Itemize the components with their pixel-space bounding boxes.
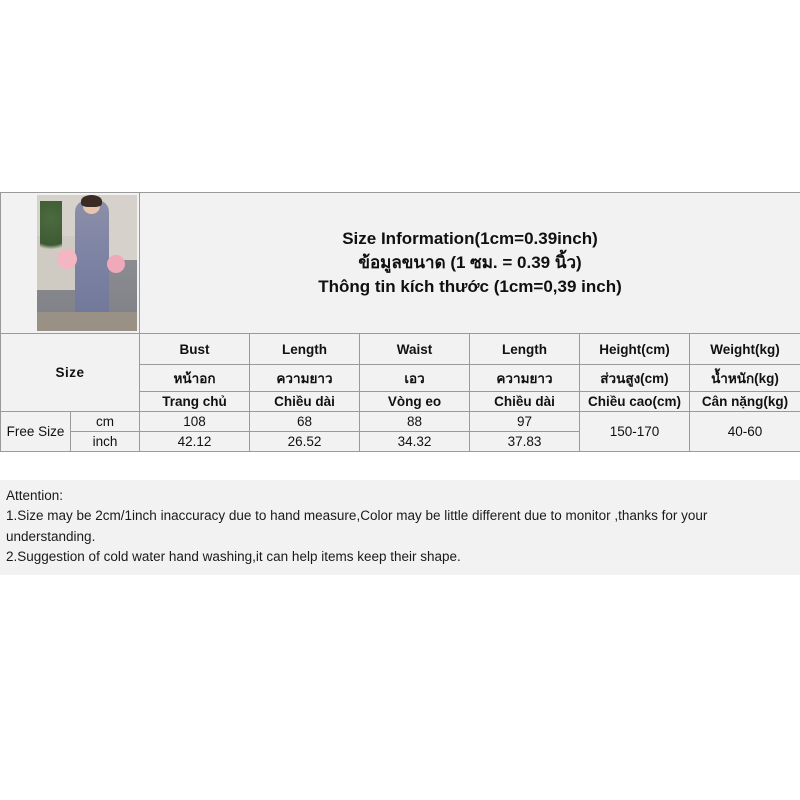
value-bust-inch: 42.12 xyxy=(140,432,250,452)
attention-line-2: 2.Suggestion of cold water hand washing,it can help items keep their shape. xyxy=(6,548,461,564)
header-weight-th: น้ำหนัก(kg) xyxy=(690,365,800,392)
attention-line-1-cont: understanding. xyxy=(6,528,96,544)
header-waist-vi: Vòng eo xyxy=(360,392,470,412)
attention-line-1: 1.Size may be 2cm/1inch inaccuracy due to hand measure,Color may be little different due to monitor ,thanks for your xyxy=(6,508,708,524)
attention-block xyxy=(0,480,800,575)
header-weight-vi: Cân nặng(kg) xyxy=(690,392,800,412)
value-waist-inch: 34.32 xyxy=(360,432,470,452)
photo-pillow-right xyxy=(107,255,125,273)
header-length2-en: Length xyxy=(470,334,580,365)
value-waist-cm: 88 xyxy=(360,412,470,432)
photo-model-hair xyxy=(81,195,102,207)
header-weight-en: Weight(kg) xyxy=(690,334,800,365)
size-label: Size xyxy=(1,334,140,412)
header-length2-vi: Chiều dài xyxy=(470,392,580,412)
value-height-range: 150-170 xyxy=(580,412,690,452)
value-length2-inch: 37.83 xyxy=(470,432,580,452)
title-line-vi: Thông tin kích thước (1cm=0,39 inch) xyxy=(318,277,622,297)
unit-inch: inch xyxy=(71,432,140,452)
header-bust-vi: Trang chủ xyxy=(140,392,250,412)
header-length-vi: Chiều dài xyxy=(250,392,360,412)
header-height-en: Height(cm) xyxy=(580,334,690,365)
unit-cm: cm xyxy=(71,412,140,432)
value-length-cm: 68 xyxy=(250,412,360,432)
header-bust-th: หน้าอก xyxy=(140,365,250,392)
header-row-en xyxy=(1,334,800,365)
banner-row xyxy=(1,193,800,334)
header-bust-en: Bust xyxy=(140,334,250,365)
header-length2-th: ความยาว xyxy=(470,365,580,392)
header-waist-th: เอว xyxy=(360,365,470,392)
title-line-en: Size Information(1cm=0.39inch) xyxy=(342,228,598,248)
table-row xyxy=(1,412,800,432)
value-bust-cm: 108 xyxy=(140,412,250,432)
row-label-free-size: Free Size xyxy=(1,412,71,452)
size-chart xyxy=(0,192,800,452)
title-line-th: ข้อมูลขนาด (1 ซม. = 0.39 นิ้ว) xyxy=(358,252,582,272)
header-height-th: ส่วนสูง(cm) xyxy=(580,365,690,392)
value-length2-cm: 97 xyxy=(470,412,580,432)
header-waist-en: Waist xyxy=(360,334,470,365)
value-weight-range: 40-60 xyxy=(690,412,800,452)
header-length-en: Length xyxy=(250,334,360,365)
header-height-vi: Chiều cao(cm) xyxy=(580,392,690,412)
header-length-th: ความยาว xyxy=(250,365,360,392)
attention-heading: Attention: xyxy=(6,488,64,503)
product-photo-cell xyxy=(1,193,140,334)
product-photo xyxy=(37,195,137,331)
title-cell xyxy=(140,193,800,334)
value-length-inch: 26.52 xyxy=(250,432,360,452)
photo-floor xyxy=(37,312,137,331)
size-chart-table xyxy=(0,192,800,452)
